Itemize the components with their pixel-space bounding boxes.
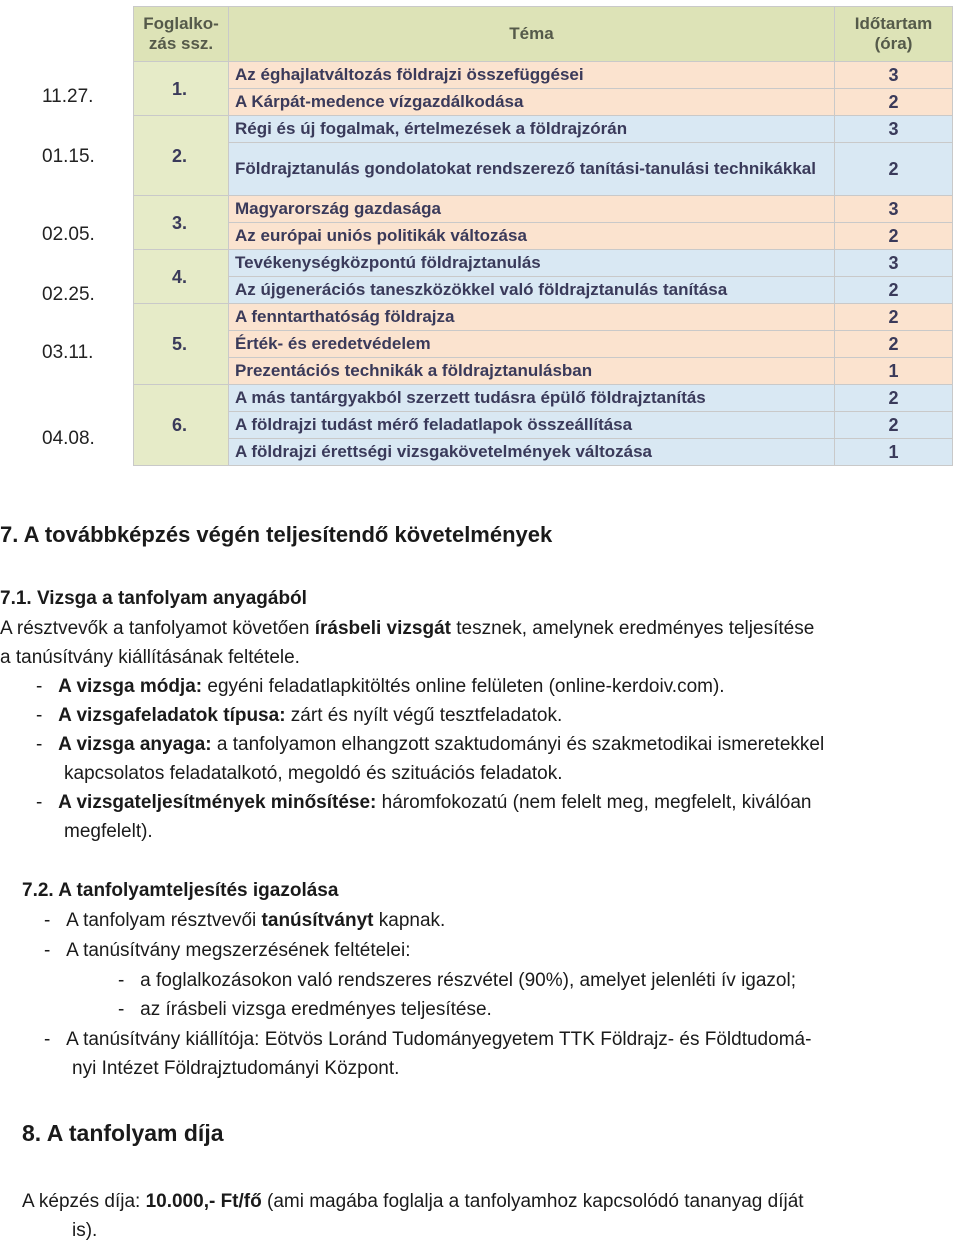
- hours-cell: 2: [835, 304, 953, 331]
- table-row: [134, 331, 953, 358]
- hours-cell: 2: [835, 143, 953, 196]
- table-row: [134, 223, 953, 250]
- certificate-conditions-bullet: - A tanúsítvány megszerzésének feltételei:: [44, 940, 411, 961]
- table-row: [134, 89, 953, 116]
- table-row: [134, 439, 953, 466]
- section-7-1-intro: A résztvevők a tanfolyamot követően írásbeli vizsgát tesznek, amelynek eredményes teljesítése a tanúsítvány kiállításának feltétele.: [0, 618, 815, 668]
- course-fee-cont: is).: [72, 1220, 98, 1241]
- hours-cell: 1: [835, 358, 953, 385]
- hours-cell: 2: [835, 385, 953, 412]
- table-row: [134, 250, 953, 277]
- date-6: 04.08.: [42, 428, 95, 449]
- topic-cell: Az éghajlatváltozás földrajzi összefüggései: [229, 62, 835, 89]
- topic-cell: Prezentációs technikák a földrajztanulásban: [229, 358, 835, 385]
- exam-method-bullet: - A vizsga módja: egyéni feladatlapkitöltés online felületen (online-kerdoiv.com).: [36, 676, 725, 697]
- section-7-1-title: 7.1. Vizsga a tanfolyam anyagából: [0, 588, 307, 609]
- schedule-table: [133, 6, 953, 466]
- exam-grading-bullet: - A vizsgateljesítmények minősítése: háromfokozatú (nem felelt meg, megfelelt, kiválóan: [36, 792, 812, 813]
- session-number: 3.: [134, 196, 229, 250]
- topic-cell: A más tantárgyakból szerzett tudásra épülő földrajztanítás: [229, 385, 835, 412]
- session-number: 5.: [134, 304, 229, 385]
- table-row: [134, 304, 953, 331]
- topic-cell: Magyarország gazdasága: [229, 196, 835, 223]
- topic-cell: Az újgenerációs taneszközökkel való földrajztanulás tanítása: [229, 277, 835, 304]
- topic-cell: Régi és új fogalmak, értelmezések a földrajzórán: [229, 116, 835, 143]
- course-fee: A képzés díja: 10.000,- Ft/fő (ami magába foglalja a tanfolyamhoz kapcsolódó tananyag díját: [22, 1191, 804, 1212]
- table-row: [134, 277, 953, 304]
- section-7-title: 7. A továbbképzés végén teljesítendő követelmények: [0, 522, 553, 547]
- table-row: [134, 412, 953, 439]
- hours-cell: 2: [835, 412, 953, 439]
- hours-cell: 3: [835, 250, 953, 277]
- session-number: 4.: [134, 250, 229, 304]
- table-row: [134, 385, 953, 412]
- date-1: 11.27.: [42, 86, 94, 107]
- hours-cell: 3: [835, 196, 953, 223]
- date-2: 01.15.: [42, 146, 95, 167]
- hours-cell: 3: [835, 116, 953, 143]
- condition-attendance: - a foglalkozásokon való rendszeres részvétel (90%), amelyet jelenléti ív igazol;: [118, 970, 796, 991]
- hours-cell: 2: [835, 223, 953, 250]
- hours-cell: 3: [835, 62, 953, 89]
- hours-cell: 2: [835, 89, 953, 116]
- table-row: [134, 358, 953, 385]
- section-7-2-title: 7.2. A tanfolyamteljesítés igazolása: [22, 880, 339, 901]
- topic-cell: Az európai uniós politikák változása: [229, 223, 835, 250]
- hours-cell: 1: [835, 439, 953, 466]
- table-row: [134, 62, 953, 89]
- date-5: 03.11.: [42, 342, 94, 363]
- condition-exam: - az írásbeli vizsga eredményes teljesítése.: [118, 999, 492, 1020]
- certificate-bullet: - A tanfolyam résztvevői tanúsítványt kapnak.: [44, 910, 446, 931]
- session-number: 2.: [134, 116, 229, 196]
- header-session: Foglalko-zás ssz.: [134, 7, 229, 62]
- date-3: 02.05.: [42, 224, 95, 245]
- session-number: 1.: [134, 62, 229, 116]
- table-row: [134, 116, 953, 143]
- exam-task-type-bullet: - A vizsgafeladatok típusa: zárt és nyílt végű tesztfeladatok.: [36, 705, 563, 726]
- topic-cell: Földrajztanulás gondolatokat rendszerező tanítási-tanulási technikákkal: [229, 143, 835, 196]
- topic-cell: A fenntarthatóság földrajza: [229, 304, 835, 331]
- topic-cell: A földrajzi tudást mérő feladatlapok összeállítása: [229, 412, 835, 439]
- topic-cell: A Kárpát-medence vízgazdálkodása: [229, 89, 835, 116]
- header-duration: Időtartam (óra): [835, 7, 953, 62]
- session-number: 6.: [134, 385, 229, 466]
- date-4: 02.25.: [42, 284, 95, 305]
- header-topic: Téma: [229, 7, 835, 62]
- table-row: [134, 143, 953, 196]
- section-8-title: 8. A tanfolyam díja: [22, 1120, 224, 1146]
- topic-cell: Tevékenységközpontú földrajztanulás: [229, 250, 835, 277]
- exam-material-bullet: - A vizsga anyaga: a tanfolyamon elhangzott szaktudományi és szakmetodikai ismeretekkel: [36, 734, 825, 755]
- session-dates: [0, 0, 130, 480]
- certificate-issuer-bullet: - A tanúsítvány kiállítója: Eötvös Loránd Tudományegyetem TTK Földrajz- és Földtudomá-: [44, 1029, 812, 1050]
- hours-cell: 2: [835, 331, 953, 358]
- topic-cell: Érték- és eredetvédelem: [229, 331, 835, 358]
- certificate-issuer-cont: nyi Intézet Földrajztudományi Központ.: [72, 1058, 400, 1079]
- hours-cell: 2: [835, 277, 953, 304]
- exam-grading-bullet-cont: megfelelt).: [64, 821, 153, 842]
- topic-cell: A földrajzi érettségi vizsgakövetelmények változása: [229, 439, 835, 466]
- exam-material-bullet-cont: kapcsolatos feladatalkotó, megoldó és szituációs feladatok.: [64, 763, 563, 784]
- table-row: [134, 196, 953, 223]
